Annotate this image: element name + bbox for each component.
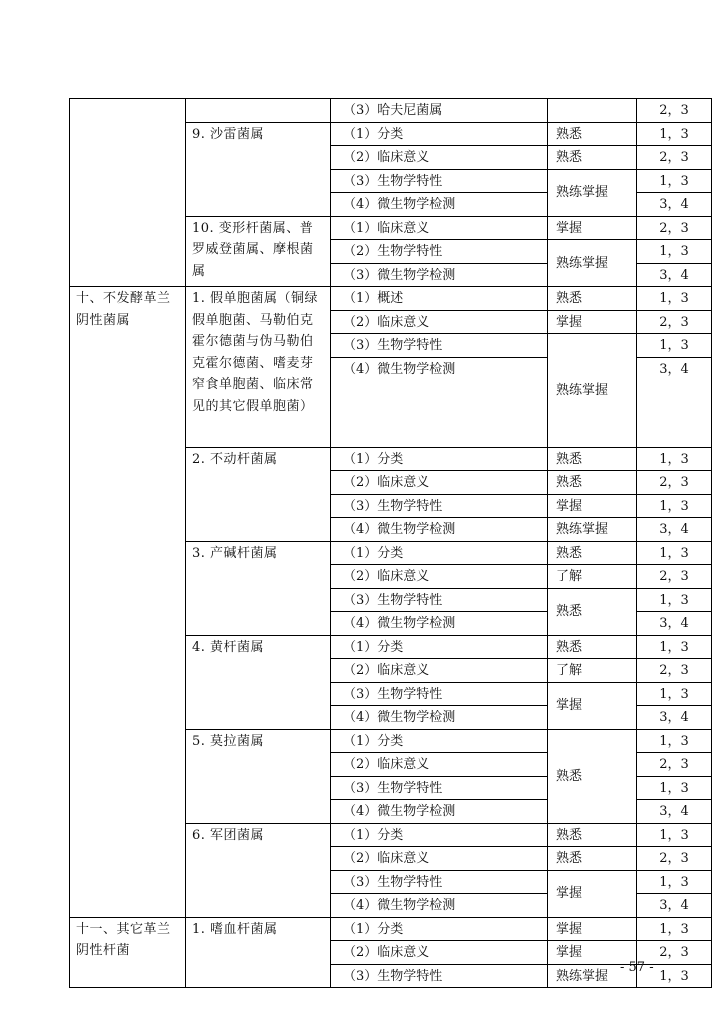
topic-cell: （2）临床意义 (331, 659, 548, 683)
topic-cell: （2）临床意义 (331, 471, 548, 495)
units-cell: 3，4 (637, 518, 712, 542)
topic-cell: （4）微生物学检测 (331, 193, 548, 217)
level-cell: 熟练掌握 (548, 964, 637, 988)
units-cell: 3，4 (637, 263, 712, 287)
level-cell: 掌握 (548, 494, 637, 518)
level-cell: 熟悉 (548, 729, 637, 823)
level-cell: 熟练掌握 (548, 240, 637, 287)
subsection-cell: 1. 嗜血杆菌属 (186, 917, 331, 988)
subsection-cell: 1. 假单胞菌属（铜绿假单胞菌、马勒伯克霍尔德菌与伪马勒伯克霍尔德菌、嗜麦芽窄食单胞菌、临床常见的其它假单胞菌） (186, 287, 331, 448)
subsection-cell (186, 99, 331, 123)
subsection-cell: 5. 莫拉菌属 (186, 729, 331, 823)
topic-cell: （1）分类 (331, 122, 548, 146)
level-cell: 熟悉 (548, 847, 637, 871)
units-cell: 1，3 (637, 334, 712, 358)
level-cell: 熟练掌握 (548, 334, 637, 448)
units-cell: 3，4 (637, 800, 712, 824)
level-cell: 熟悉 (548, 588, 637, 635)
units-cell: 1，3 (637, 729, 712, 753)
level-cell: 熟悉 (548, 635, 637, 659)
topic-cell: （2）临床意义 (331, 565, 548, 589)
subsection-cell: 10. 变形杆菌属、普罗威登菌属、摩根菌属 (186, 216, 331, 287)
topic-cell: （3）生物学特性 (331, 169, 548, 193)
level-cell: 熟悉 (548, 541, 637, 565)
topic-cell: （3）生物学特性 (331, 494, 548, 518)
level-cell: 掌握 (548, 310, 637, 334)
units-cell: 1，3 (637, 635, 712, 659)
units-cell: 2，3 (637, 216, 712, 240)
units-cell: 1，3 (637, 287, 712, 311)
topic-cell: （4）微生物学检测 (331, 612, 548, 636)
topic-cell: （1）分类 (331, 541, 548, 565)
units-cell: 2，3 (637, 310, 712, 334)
units-cell: 1，3 (637, 823, 712, 847)
level-cell: 熟练掌握 (548, 169, 637, 216)
section-cell: 十一、其它革兰阴性杆菌 (70, 917, 186, 988)
units-cell: 1，3 (637, 588, 712, 612)
level-cell: 了解 (548, 659, 637, 683)
topic-cell: （4）微生物学检测 (331, 894, 548, 918)
level-cell: 熟悉 (548, 471, 637, 495)
level-cell: 熟悉 (548, 146, 637, 170)
topic-cell: （1）分类 (331, 447, 548, 471)
units-cell: 2，3 (637, 847, 712, 871)
units-cell: 1，3 (637, 240, 712, 264)
units-cell: 2，3 (637, 753, 712, 777)
level-cell: 掌握 (548, 941, 637, 965)
units-cell: 2，3 (637, 941, 712, 965)
units-cell: 2，3 (637, 471, 712, 495)
level-cell: 熟悉 (548, 287, 637, 311)
units-cell: 3，4 (637, 894, 712, 918)
topic-cell: （4）微生物学检测 (331, 706, 548, 730)
units-cell: 1，3 (637, 964, 712, 988)
units-cell: 3，4 (637, 193, 712, 217)
units-cell: 1，3 (637, 870, 712, 894)
topic-cell: （2）临床意义 (331, 753, 548, 777)
level-cell: 熟练掌握 (548, 518, 637, 542)
table-row (70, 917, 712, 941)
level-cell: 掌握 (548, 216, 637, 240)
topic-cell: （3）哈夫尼菌属 (331, 99, 548, 123)
table-row (70, 287, 712, 311)
subsection-cell: 3. 产碱杆菌属 (186, 541, 331, 635)
level-cell: 熟悉 (548, 447, 637, 471)
units-cell: 1，3 (637, 917, 712, 941)
subsection-cell: 2. 不动杆菌属 (186, 447, 331, 541)
units-cell: 2，3 (637, 659, 712, 683)
units-cell: 1，3 (637, 776, 712, 800)
level-cell: 熟悉 (548, 823, 637, 847)
units-cell: 1，3 (637, 494, 712, 518)
units-cell: 3，4 (637, 357, 712, 447)
topic-cell: （3）生物学特性 (331, 334, 548, 358)
level-cell (548, 99, 637, 123)
units-cell: 2，3 (637, 565, 712, 589)
units-cell: 2，3 (637, 146, 712, 170)
topic-cell: （1）分类 (331, 635, 548, 659)
subsection-cell: 4. 黄杆菌属 (186, 635, 331, 729)
topic-cell: （4）微生物学检测 (331, 518, 548, 542)
topic-cell: （3）生物学特性 (331, 870, 548, 894)
section-cell (70, 99, 186, 287)
page-number: - 57 - (620, 960, 654, 975)
subsection-cell: 9. 沙雷菌属 (186, 122, 331, 216)
level-cell: 掌握 (548, 870, 637, 917)
topic-cell: （1）分类 (331, 823, 548, 847)
units-cell: 1，3 (637, 682, 712, 706)
topic-cell: （1）临床意义 (331, 216, 548, 240)
topic-cell: （2）临床意义 (331, 941, 548, 965)
units-cell: 1，3 (637, 169, 712, 193)
level-cell: 了解 (548, 565, 637, 589)
topic-cell: （4）微生物学检测 (331, 357, 548, 447)
topic-cell: （2）临床意义 (331, 310, 548, 334)
topic-cell: （3）生物学特性 (331, 776, 548, 800)
units-cell: 3，4 (637, 706, 712, 730)
section-cell: 十、不发酵革兰阴性菌属 (70, 287, 186, 918)
syllabus-table (69, 98, 712, 988)
table-row (70, 99, 712, 123)
topic-cell: （2）临床意义 (331, 847, 548, 871)
topic-cell: （3）生物学特性 (331, 588, 548, 612)
level-cell: 掌握 (548, 917, 637, 941)
units-cell: 1，3 (637, 541, 712, 565)
topic-cell: （1）分类 (331, 729, 548, 753)
topic-cell: （3）微生物学检测 (331, 263, 548, 287)
topic-cell: （2）生物学特性 (331, 240, 548, 264)
topic-cell: （3）生物学特性 (331, 682, 548, 706)
topic-cell: （4）微生物学检测 (331, 800, 548, 824)
subsection-cell: 6. 军团菌属 (186, 823, 331, 917)
level-cell: 掌握 (548, 682, 637, 729)
units-cell: 1，3 (637, 447, 712, 471)
units-cell: 3，4 (637, 612, 712, 636)
topic-cell: （1）概述 (331, 287, 548, 311)
units-cell: 2，3 (637, 99, 712, 123)
topic-cell: （3）生物学特性 (331, 964, 548, 988)
topic-cell: （1）分类 (331, 917, 548, 941)
topic-cell: （2）临床意义 (331, 146, 548, 170)
units-cell: 1，3 (637, 122, 712, 146)
level-cell: 熟悉 (548, 122, 637, 146)
